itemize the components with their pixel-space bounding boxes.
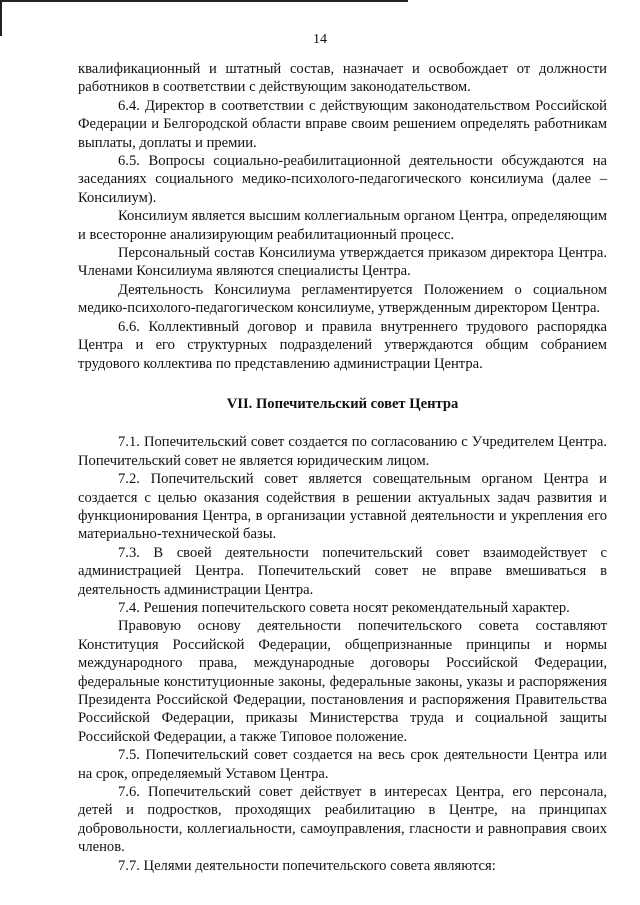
document-body bbox=[78, 60, 607, 875]
paragraph-7-4: 7.4. Решения попечительского совета носят рекомендательный характер. bbox=[118, 599, 570, 616]
scan-frame-top-edge bbox=[0, 0, 408, 2]
page-number: 14 bbox=[313, 32, 327, 47]
paragraph-7-3: 7.3. В своей деятельности попечительский совет взаимодействует с администрацией Центра. Попечительский совет не вправе вмешиваться в деятельность администрации Центра. bbox=[78, 544, 607, 598]
paragraph-7-1: 7.1. Попечительский совет создается по согласованию с Учредителем Центра. Попечительский совет не является юридическим лицом. bbox=[78, 434, 607, 469]
paragraph-7-5: 7.5. Попечительский совет создается на весь срок деятельности Центра или на срок, определяемый Уставом Центра. bbox=[78, 747, 607, 782]
paragraph-6-3-continuation: квалификационный и штатный состав, назначает и освобождает от должности работников в соответствии с действующим законодательством. bbox=[78, 61, 607, 96]
paragraph-7-6: 7.6. Попечительский совет действует в интересах Центра, его персонала, детей и подростков, проходящих реабилитацию в Центре, на принципах добровольности, коллегиальности, самоуправления, гласности и равноправия своих членов. bbox=[78, 784, 607, 856]
section-title: VII. Попечительский совет Центра bbox=[226, 395, 459, 412]
paragraph-6-6: 6.6. Коллективный договор и правила внутреннего трудового распорядка Центра и его структурных подразделений утверждаются общим собранием трудового коллектива по представлению администрации Центра. bbox=[78, 318, 607, 372]
paragraph-consilium-definition: Консилиум является высшим коллегиальным органом Центра, определяющим и всесторонне анализирующим реабилитационный процесс. bbox=[78, 208, 607, 243]
paragraph-7-2: 7.2. Попечительский совет является совещательным органом Центра и создается с целью оказания содействия в решении актуальных задач развития и функционирования Центра, в организации уставной деятельности и укрепления его материально-технической базы. bbox=[78, 471, 607, 543]
paragraph-6-5: 6.5. Вопросы социально-реабилитационной деятельности обсуждаются на заседаниях социального медико-психолого-педагогического консилиума (далее – Консилиум). bbox=[78, 153, 607, 206]
scan-frame-left-edge bbox=[0, 0, 2, 36]
paragraph-consilium-composition: Персональный состав Консилиума утверждается приказом директора Центра. Членами Консилиума являются специалисты Центра. bbox=[78, 245, 607, 280]
paragraph-7-7: 7.7. Целями деятельности попечительского совета являются: bbox=[118, 857, 496, 874]
paragraph-legal-basis: Правовую основу деятельности попечительского совета составляют Конституция Российской Федерации, общепризнанные принципы и нормы международного права, международные договоры Российской Федерации, федеральные конституционные законы, федеральные законы, указы и распоряжения Президента Российской Федерации, постановления и распоряжения Правительства Российской Федерации, приказы Министерства труда и социальной защиты Российской Федерации, а также Типовое положение. bbox=[78, 618, 607, 745]
paragraph-6-4: 6.4. Директор в соответствии с действующим законодательством Российской Федерации и Белгородской области вправе своим решением определять работникам выплаты, доплаты и премии. bbox=[78, 97, 607, 151]
paragraph-consilium-regulation: Деятельность Консилиума регламентируется Положением о социальном медико-психолого-педагогическом консилиуме, утвержденным директором Центра. bbox=[78, 281, 607, 317]
